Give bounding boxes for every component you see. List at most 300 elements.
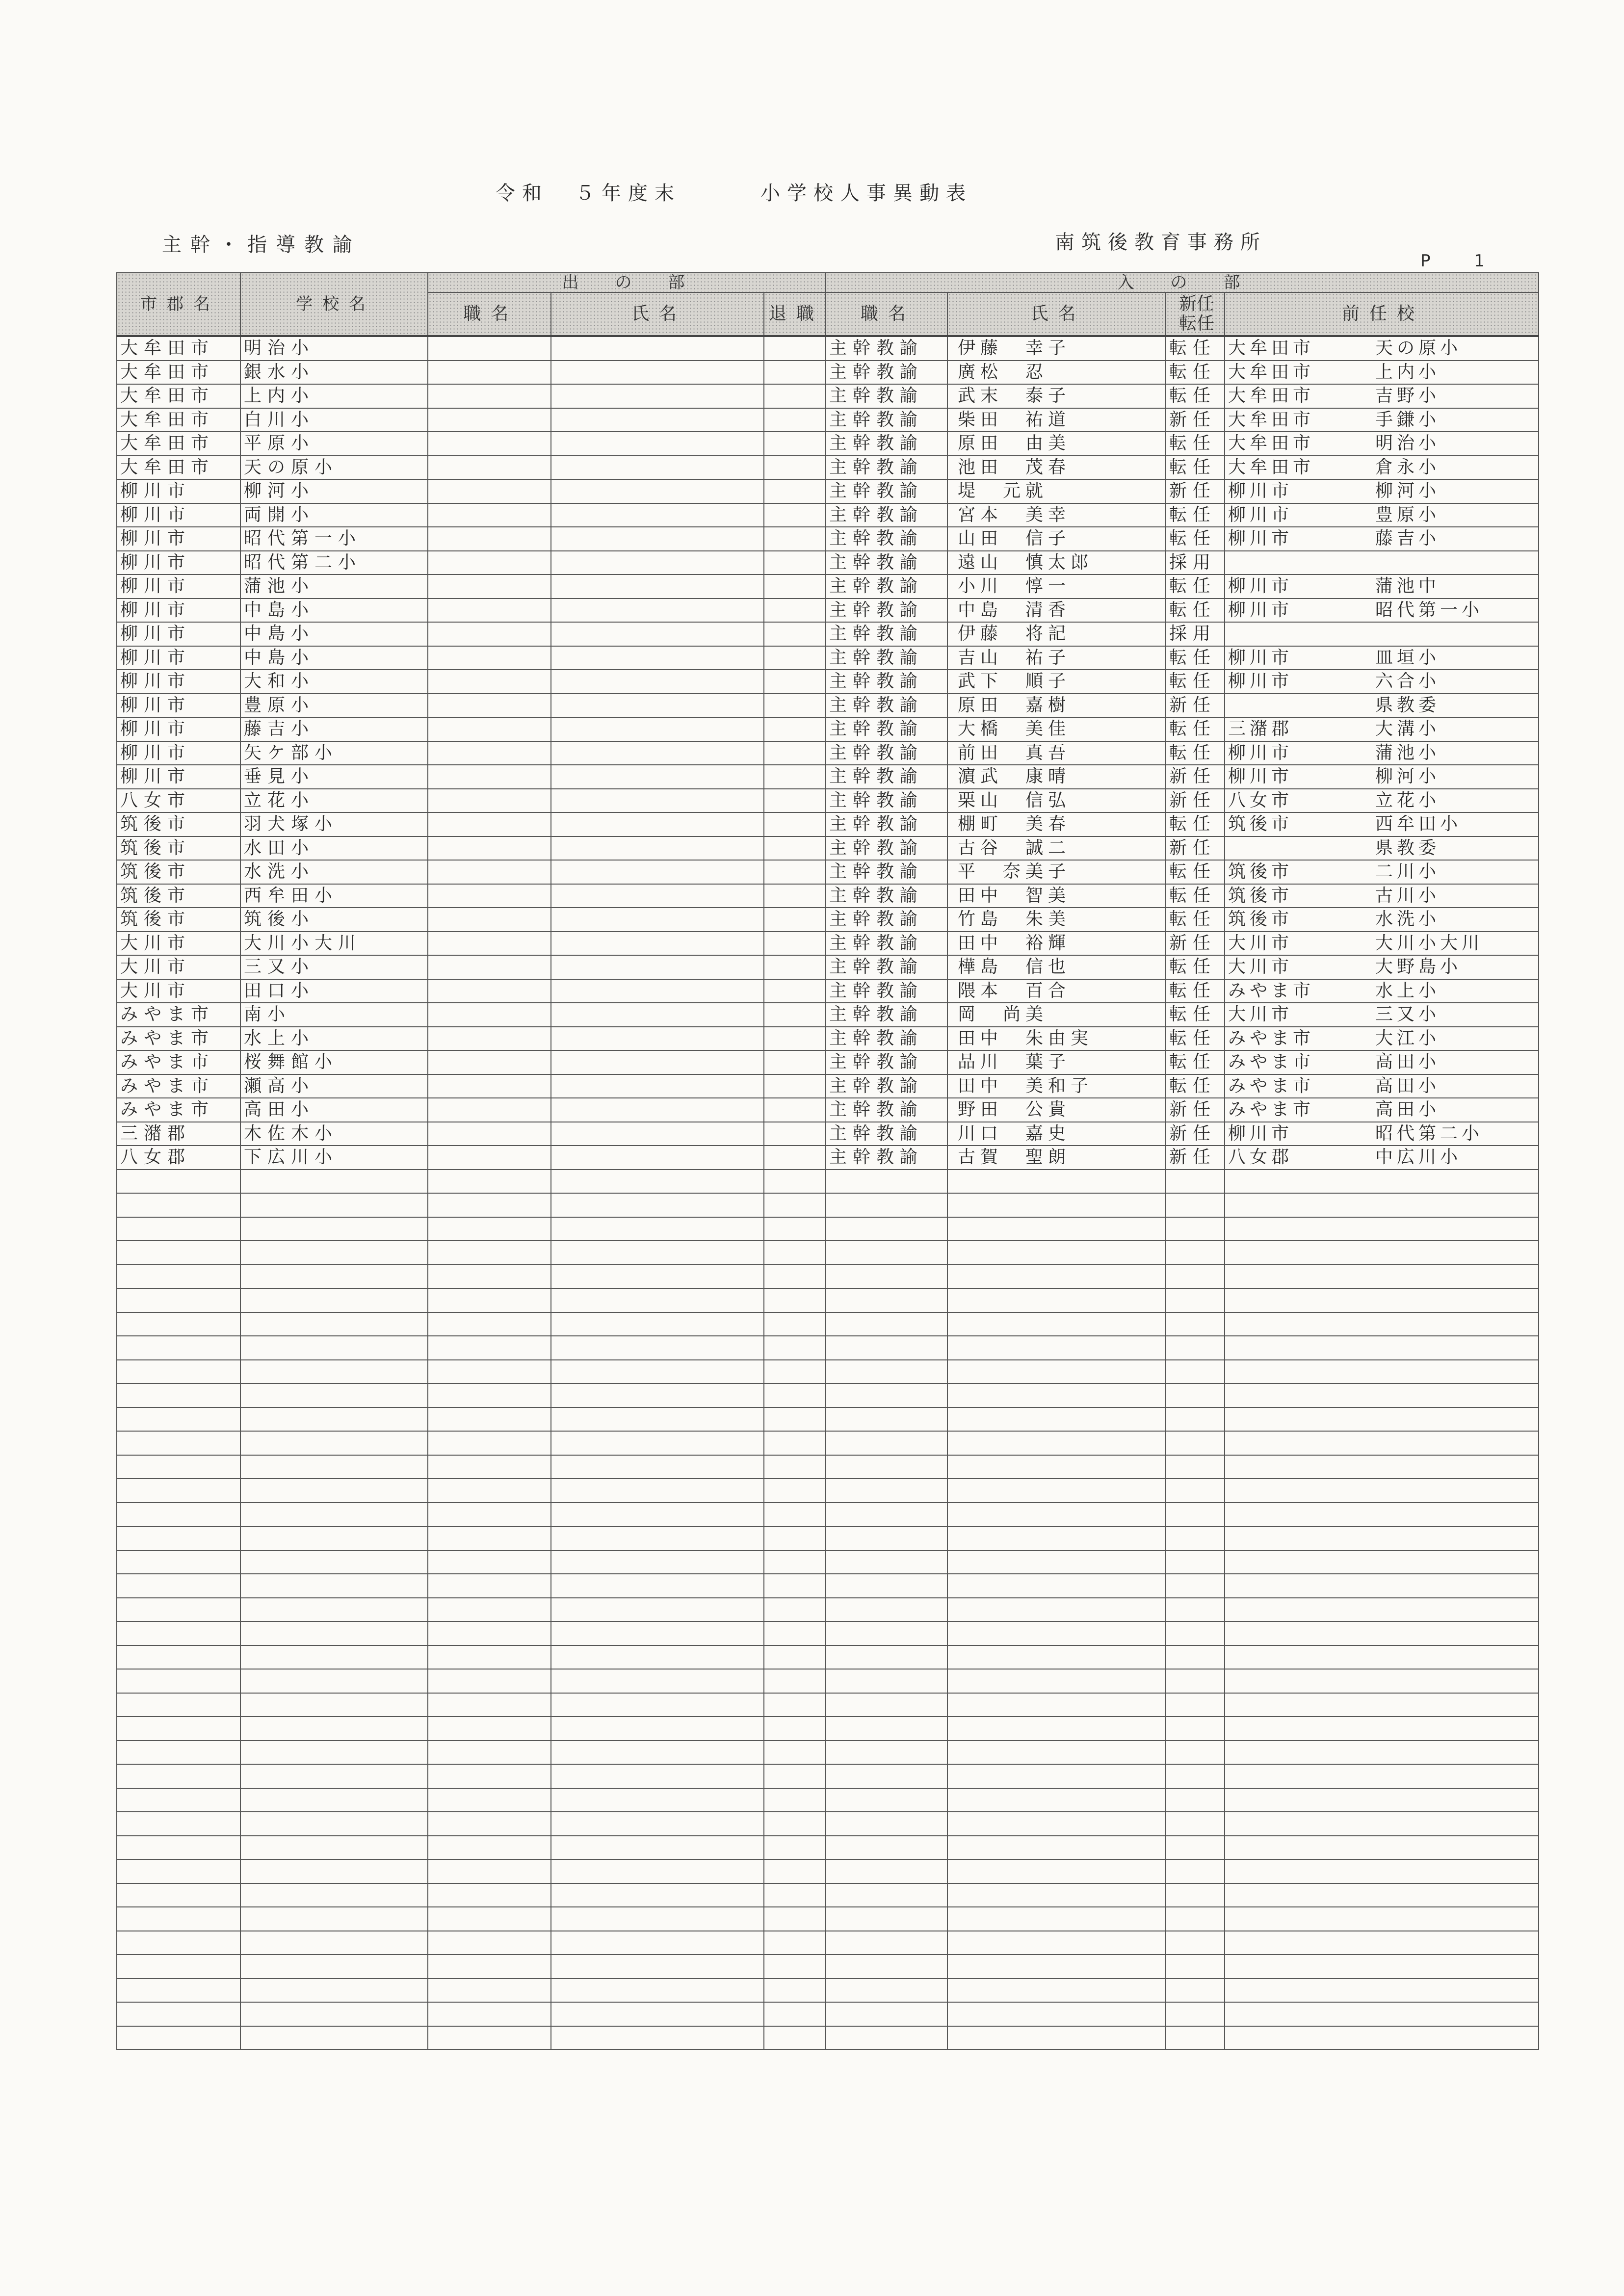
in-position-cell: 主幹教諭 — [826, 860, 947, 884]
out-position-cell — [428, 1693, 551, 1717]
out-retire-cell — [764, 1146, 826, 1170]
prev-school-text: 高田小 — [1375, 1052, 1441, 1072]
in-name-cell — [947, 1741, 1166, 1765]
col-header-out-name: 氏名 — [551, 292, 764, 336]
table-row — [117, 1122, 1539, 1146]
in-position-cell — [826, 1598, 947, 1622]
prev-school-cell — [1225, 599, 1539, 623]
out-position-cell — [428, 1360, 551, 1384]
city-cell — [117, 1336, 240, 1360]
prev-school-cell — [1225, 1146, 1539, 1170]
in-position-cell — [826, 1217, 947, 1241]
city-cell — [117, 1979, 240, 2003]
in-position-cell: 主幹教諭 — [826, 1050, 947, 1074]
in-type-cell — [1166, 1574, 1225, 1598]
out-position-cell — [428, 1336, 551, 1360]
prev-school-cell — [1225, 479, 1539, 503]
prev-city-text: 大牟田市 — [1228, 362, 1315, 382]
school-cell — [240, 1170, 428, 1194]
in-type-cell — [1166, 1717, 1225, 1741]
prev-city-text: 柳川市 — [1228, 742, 1293, 763]
out-retire-cell — [764, 336, 826, 361]
out-retire-cell — [764, 479, 826, 503]
in-type-cell — [1166, 1193, 1225, 1217]
in-name-cell: 田中 美和子 — [947, 1074, 1166, 1098]
out-name-cell — [551, 812, 764, 836]
school-cell — [240, 2026, 428, 2050]
out-name-cell — [551, 1883, 764, 1907]
out-position-cell — [428, 1312, 551, 1336]
table-row — [117, 503, 1539, 527]
in-type-cell — [1166, 1955, 1225, 1979]
out-name-cell — [551, 479, 764, 503]
col-header-out-position: 職名 — [428, 292, 551, 336]
table-row — [117, 479, 1539, 503]
in-name-cell — [947, 1550, 1166, 1574]
in-position-cell — [826, 1431, 947, 1455]
out-name-cell — [551, 2026, 764, 2050]
in-position-cell: 主幹教諭 — [826, 551, 947, 575]
out-position-cell — [428, 2026, 551, 2050]
in-type-cell — [1166, 1241, 1225, 1265]
in-type-cell — [1166, 1931, 1225, 1955]
prev-school-cell — [1225, 694, 1539, 718]
out-name-cell — [551, 670, 764, 694]
in-type-cell: 転任 — [1166, 670, 1225, 694]
in-position-cell — [826, 1265, 947, 1289]
col-header-transfer: 転任 — [1179, 313, 1215, 334]
in-type-cell — [1166, 1360, 1225, 1384]
in-type-cell — [1166, 1408, 1225, 1432]
in-type-cell: 転任 — [1166, 336, 1225, 361]
table-row — [117, 1455, 1539, 1479]
prev-school-cell — [1225, 1265, 1539, 1289]
in-name-cell: 遠山 慎太郎 — [947, 551, 1166, 575]
city-cell: 柳川市 — [117, 599, 240, 623]
city-cell — [117, 1598, 240, 1622]
out-retire-cell — [764, 432, 826, 456]
table-row — [117, 2026, 1539, 2050]
in-position-cell — [826, 1907, 947, 1931]
out-position-cell — [428, 503, 551, 527]
city-cell: みやま市 — [117, 1003, 240, 1027]
prev-school-cell — [1225, 1050, 1539, 1074]
in-name-cell: 宮本 美幸 — [947, 503, 1166, 527]
out-retire-cell — [764, 741, 826, 765]
table-row — [117, 1265, 1539, 1289]
in-name-cell — [947, 1574, 1166, 1598]
city-cell: みやま市 — [117, 1074, 240, 1098]
in-type-cell — [1166, 1503, 1225, 1527]
in-position-cell — [826, 1241, 947, 1265]
school-cell: 昭代第一小 — [240, 527, 428, 551]
in-name-cell — [947, 1360, 1166, 1384]
table-row — [117, 1741, 1539, 1765]
in-type-cell: 転任 — [1166, 717, 1225, 741]
school-cell — [240, 1265, 428, 1289]
out-position-cell — [428, 479, 551, 503]
out-position-cell — [428, 908, 551, 932]
out-retire-cell — [764, 1836, 826, 1860]
prev-school-cell — [1225, 361, 1539, 385]
in-position-cell: 主幹教諭 — [826, 1074, 947, 1098]
school-cell — [240, 1336, 428, 1360]
in-name-cell: 川口 嘉史 — [947, 1122, 1166, 1146]
out-position-cell — [428, 789, 551, 813]
in-type-cell — [1166, 1217, 1225, 1241]
prev-school-cell — [1225, 1217, 1539, 1241]
out-position-cell — [428, 1764, 551, 1788]
prev-city-text: 大牟田市 — [1228, 386, 1315, 406]
out-position-cell — [428, 1408, 551, 1432]
in-position-cell: 主幹教諭 — [826, 741, 947, 765]
in-type-cell — [1166, 1550, 1225, 1574]
out-name-cell — [551, 599, 764, 623]
out-name-cell — [551, 1693, 764, 1717]
city-cell: 大牟田市 — [117, 361, 240, 385]
in-position-cell: 主幹教諭 — [826, 908, 947, 932]
in-position-cell — [826, 1788, 947, 1812]
out-position-cell — [428, 336, 551, 361]
out-position-cell — [428, 717, 551, 741]
out-name-cell — [551, 622, 764, 646]
prev-school-cell — [1225, 1288, 1539, 1312]
in-name-cell — [947, 1693, 1166, 1717]
prev-school-cell — [1225, 574, 1539, 599]
out-position-cell — [428, 1717, 551, 1741]
in-type-cell: 転任 — [1166, 955, 1225, 979]
prev-city-text: 筑後市 — [1228, 885, 1293, 906]
school-cell — [240, 1526, 428, 1550]
document-subtitle: 主幹・指導教諭 — [162, 234, 361, 256]
out-retire-cell — [764, 1408, 826, 1432]
out-position-cell — [428, 1526, 551, 1550]
table-row — [117, 670, 1539, 694]
in-position-cell: 主幹教諭 — [826, 574, 947, 599]
in-name-cell — [947, 1621, 1166, 1645]
prev-school-cell — [1225, 932, 1539, 956]
in-name-cell — [947, 1265, 1166, 1289]
in-position-cell — [826, 1717, 947, 1741]
in-type-cell: 転任 — [1166, 884, 1225, 908]
prev-school-cell — [1225, 1955, 1539, 1979]
in-position-cell: 主幹教諭 — [826, 836, 947, 861]
city-cell — [117, 1836, 240, 1860]
out-name-cell — [551, 932, 764, 956]
prev-school-cell — [1225, 1431, 1539, 1455]
in-type-cell — [1166, 1859, 1225, 1883]
city-cell: 柳川市 — [117, 622, 240, 646]
out-retire-cell — [764, 622, 826, 646]
document-title: 令和 ５年度末 小学校人事異動表 — [496, 182, 972, 205]
table-row — [117, 646, 1539, 670]
prev-school-cell — [1225, 1574, 1539, 1598]
out-retire-cell — [764, 1931, 826, 1955]
out-name-cell — [551, 1955, 764, 1979]
in-name-cell: 原田 由美 — [947, 432, 1166, 456]
out-name-cell — [551, 1003, 764, 1027]
prev-school-text: 大江小 — [1375, 1028, 1441, 1048]
out-position-cell — [428, 670, 551, 694]
in-position-cell — [826, 1812, 947, 1836]
prev-school-cell — [1225, 1027, 1539, 1051]
out-name-cell — [551, 908, 764, 932]
prev-city-text: 柳川市 — [1228, 1123, 1293, 1144]
out-position-cell — [428, 1027, 551, 1051]
in-position-cell: 主幹教諭 — [826, 646, 947, 670]
prev-city-text: 八女郡 — [1228, 1147, 1293, 1168]
prev-school-cell — [1225, 646, 1539, 670]
in-name-cell: 廣松 忍 — [947, 361, 1166, 385]
prev-school-cell — [1225, 622, 1539, 646]
school-cell: 大和小 — [240, 670, 428, 694]
out-name-cell — [551, 1907, 764, 1931]
table-row — [117, 1098, 1539, 1122]
out-position-cell — [428, 1979, 551, 2003]
prev-school-text: 立花小 — [1375, 790, 1441, 810]
prev-school-cell — [1225, 456, 1539, 480]
city-cell: 大牟田市 — [117, 432, 240, 456]
table-row — [117, 1027, 1539, 1051]
city-cell — [117, 1455, 240, 1479]
school-cell: 明治小 — [240, 336, 428, 361]
in-position-cell — [826, 1360, 947, 1384]
in-position-cell — [826, 1955, 947, 1979]
prev-school-text: 豊原小 — [1375, 504, 1441, 525]
school-cell — [240, 1598, 428, 1622]
prev-school-text: 明治小 — [1375, 433, 1441, 454]
in-name-cell: 栗山 信弘 — [947, 789, 1166, 813]
in-name-cell: 平 奈美子 — [947, 860, 1166, 884]
city-cell: 三潴郡 — [117, 1122, 240, 1146]
out-retire-cell — [764, 408, 826, 432]
in-name-cell — [947, 1455, 1166, 1479]
in-name-cell: 田中 裕輝 — [947, 932, 1166, 956]
prev-school-cell — [1225, 1408, 1539, 1432]
prev-school-cell — [1225, 1812, 1539, 1836]
table-row — [117, 599, 1539, 623]
school-cell — [240, 1717, 428, 1741]
table-row — [117, 1074, 1539, 1098]
school-cell: 中島小 — [240, 646, 428, 670]
in-position-cell: 主幹教諭 — [826, 527, 947, 551]
out-position-cell — [428, 836, 551, 861]
in-name-cell — [947, 1883, 1166, 1907]
out-position-cell — [428, 1074, 551, 1098]
out-position-cell — [428, 979, 551, 1003]
out-name-cell — [551, 1526, 764, 1550]
table-row — [117, 979, 1539, 1003]
in-type-cell: 転任 — [1166, 503, 1225, 527]
out-name-cell — [551, 384, 764, 408]
in-name-cell: 田中 朱由実 — [947, 1027, 1166, 1051]
out-position-cell — [428, 1455, 551, 1479]
prev-city-text: 柳川市 — [1228, 576, 1293, 597]
out-position-cell — [428, 1836, 551, 1860]
out-name-cell — [551, 765, 764, 789]
city-cell: 柳川市 — [117, 717, 240, 741]
personnel-table — [116, 272, 1539, 2050]
in-type-cell: 新任 — [1166, 1122, 1225, 1146]
school-cell — [240, 1383, 428, 1408]
table-row — [117, 1693, 1539, 1717]
out-name-cell — [551, 789, 764, 813]
out-retire-cell — [764, 908, 826, 932]
out-name-cell — [551, 1669, 764, 1693]
table-row — [117, 1717, 1539, 1741]
out-position-cell — [428, 1574, 551, 1598]
in-type-cell — [1166, 1764, 1225, 1788]
city-cell: 大牟田市 — [117, 456, 240, 480]
in-name-cell: 山田 信子 — [947, 527, 1166, 551]
in-type-cell — [1166, 1836, 1225, 1860]
school-cell: 水洗小 — [240, 860, 428, 884]
city-cell — [117, 2002, 240, 2026]
out-retire-cell — [764, 1741, 826, 1765]
in-name-cell: 野田 公貴 — [947, 1098, 1166, 1122]
out-name-cell — [551, 2002, 764, 2026]
out-retire-cell — [764, 955, 826, 979]
city-cell — [117, 1550, 240, 1574]
city-cell — [117, 1574, 240, 1598]
out-name-cell — [551, 1360, 764, 1384]
in-type-cell: 新任 — [1166, 1098, 1225, 1122]
out-name-cell — [551, 1979, 764, 2003]
in-name-cell — [947, 1931, 1166, 1955]
in-name-cell: 棚町 美春 — [947, 812, 1166, 836]
city-cell — [117, 1383, 240, 1408]
out-position-cell — [428, 932, 551, 956]
in-position-cell — [826, 1336, 947, 1360]
school-cell: 柳河小 — [240, 479, 428, 503]
city-cell — [117, 1217, 240, 1241]
city-cell: 大川市 — [117, 955, 240, 979]
prev-school-text: 倉永小 — [1375, 457, 1441, 477]
out-retire-cell — [764, 551, 826, 575]
in-type-cell — [1166, 1741, 1225, 1765]
in-type-cell: 転任 — [1166, 432, 1225, 456]
school-cell: 両開小 — [240, 503, 428, 527]
in-name-cell — [947, 1955, 1166, 1979]
table-row — [117, 2002, 1539, 2026]
school-cell: 垂見小 — [240, 765, 428, 789]
city-cell — [117, 1408, 240, 1432]
out-position-cell — [428, 1146, 551, 1170]
out-name-cell — [551, 1836, 764, 1860]
city-cell — [117, 1907, 240, 1931]
prev-school-cell — [1225, 1979, 1539, 2003]
city-cell — [117, 1955, 240, 1979]
prev-school-cell — [1225, 1003, 1539, 1027]
prev-city-text: 筑後市 — [1228, 909, 1293, 930]
out-name-cell — [551, 836, 764, 861]
city-cell: 柳川市 — [117, 479, 240, 503]
prev-school-cell — [1225, 1741, 1539, 1765]
in-type-cell: 転任 — [1166, 384, 1225, 408]
in-name-cell: 池田 茂春 — [947, 456, 1166, 480]
in-position-cell — [826, 2026, 947, 2050]
in-type-cell — [1166, 1621, 1225, 1645]
out-name-cell — [551, 1241, 764, 1265]
prev-school-text: 古川小 — [1375, 885, 1441, 906]
school-cell — [240, 1550, 428, 1574]
in-position-cell — [826, 1408, 947, 1432]
prev-school-cell — [1225, 717, 1539, 741]
prev-city-text: 大牟田市 — [1228, 457, 1315, 477]
out-position-cell — [428, 1645, 551, 1670]
out-position-cell — [428, 1122, 551, 1146]
prev-city-text: 八女市 — [1228, 790, 1293, 810]
out-retire-cell — [764, 765, 826, 789]
col-header-out-retire: 退職 — [764, 292, 826, 336]
out-retire-cell — [764, 1669, 826, 1693]
out-retire-cell — [764, 1598, 826, 1622]
school-cell: 豊原小 — [240, 694, 428, 718]
in-name-cell — [947, 1526, 1166, 1550]
city-cell — [117, 1241, 240, 1265]
in-position-cell — [826, 1312, 947, 1336]
in-position-cell: 主幹教諭 — [826, 408, 947, 432]
out-retire-cell — [764, 836, 826, 861]
col-header-in-position: 職名 — [826, 292, 947, 336]
in-position-cell — [826, 1645, 947, 1670]
prev-school-text: 水洗小 — [1375, 909, 1441, 930]
prev-school-text: 六合小 — [1375, 671, 1441, 692]
table-row — [117, 361, 1539, 385]
table-row — [117, 574, 1539, 599]
in-name-cell — [947, 1479, 1166, 1503]
prev-school-cell — [1225, 955, 1539, 979]
out-position-cell — [428, 1550, 551, 1574]
school-cell — [240, 2002, 428, 2026]
school-cell — [240, 1741, 428, 1765]
in-type-cell — [1166, 1288, 1225, 1312]
city-cell — [117, 1526, 240, 1550]
city-cell — [117, 1503, 240, 1527]
school-cell — [240, 1931, 428, 1955]
out-retire-cell — [764, 1170, 826, 1194]
in-type-cell — [1166, 2002, 1225, 2026]
table-row — [117, 1360, 1539, 1384]
prev-school-cell — [1225, 1526, 1539, 1550]
table-row — [117, 694, 1539, 718]
in-name-cell: 柴田 祐道 — [947, 408, 1166, 432]
prev-school-text: 西牟田小 — [1375, 814, 1462, 835]
in-position-cell: 主幹教諭 — [826, 432, 947, 456]
out-name-cell — [551, 1050, 764, 1074]
in-position-cell — [826, 1764, 947, 1788]
in-type-cell: 転任 — [1166, 979, 1225, 1003]
prev-school-text: 藤吉小 — [1375, 528, 1441, 549]
prev-school-cell — [1225, 1503, 1539, 1527]
out-position-cell — [428, 1503, 551, 1527]
out-position-cell — [428, 599, 551, 623]
city-cell — [117, 1693, 240, 1717]
table-row — [117, 1312, 1539, 1336]
in-type-cell — [1166, 1383, 1225, 1408]
city-cell: 柳川市 — [117, 741, 240, 765]
school-cell: 田口小 — [240, 979, 428, 1003]
city-cell: 柳川市 — [117, 551, 240, 575]
out-position-cell — [428, 646, 551, 670]
table-row — [117, 432, 1539, 456]
out-position-cell — [428, 1859, 551, 1883]
school-cell: 三又小 — [240, 955, 428, 979]
in-position-cell — [826, 1193, 947, 1217]
out-name-cell — [551, 1574, 764, 1598]
in-type-cell — [1166, 1788, 1225, 1812]
school-cell — [240, 1312, 428, 1336]
